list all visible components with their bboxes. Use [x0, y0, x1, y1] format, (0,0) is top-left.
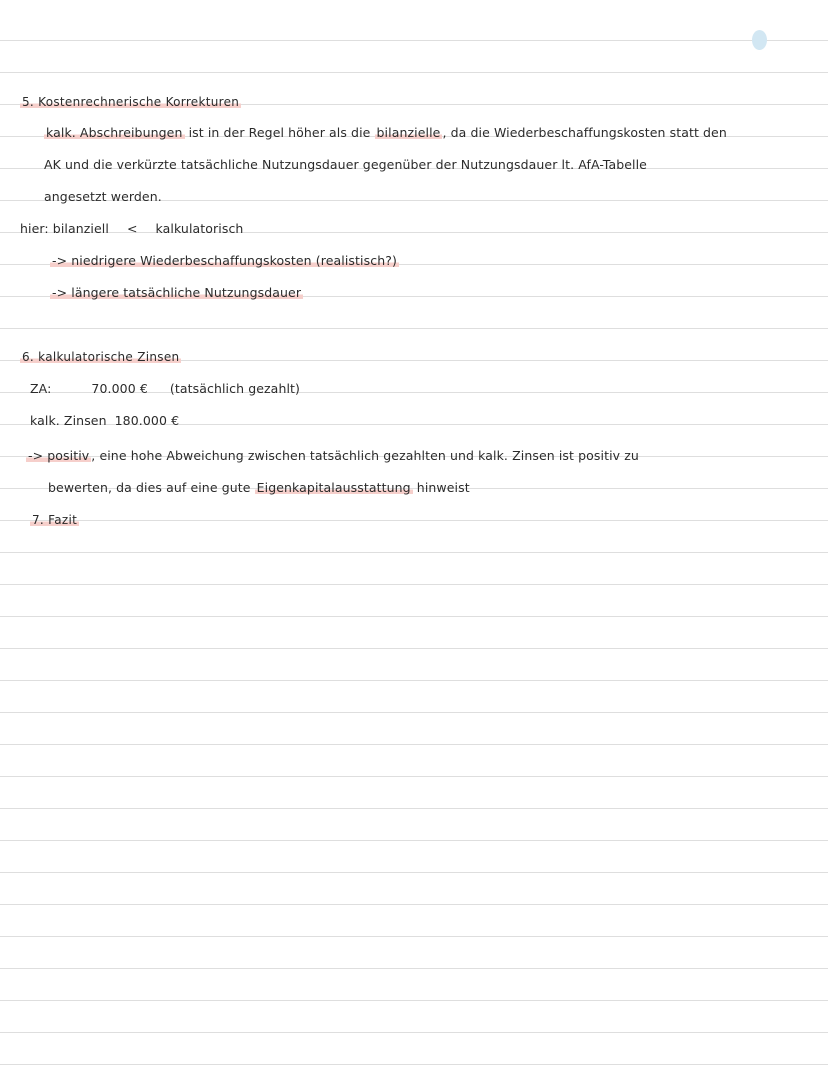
za-label: ZA: [30, 381, 52, 396]
positiv-term: -> positiv [28, 448, 90, 463]
section-5-paragraph-line-3 [44, 189, 162, 205]
kalk-zinsen-value: 180.000 € [114, 413, 180, 428]
compare-operator: < [126, 221, 138, 236]
section-5-paragraph-line-1 [44, 125, 727, 141]
reason-line-1 [50, 253, 399, 269]
section-5-heading [20, 94, 241, 110]
za-line [30, 381, 300, 397]
paragraph-text: , da die Wiederbeschaffungskosten statt den [442, 125, 727, 140]
paragraph-text: ist in der Regel höher als die [184, 125, 375, 140]
evaluation-text: bewerten, da dies auf eine gute [48, 480, 255, 495]
za-value: 70.000 € [91, 381, 148, 396]
reason-2: -> längere tatsächliche Nutzungsdauer [52, 285, 302, 300]
evaluation-text: hinweist [412, 480, 470, 495]
za-note: (tatsächlich gezahlt) [169, 381, 301, 396]
decorative-dot [752, 30, 767, 50]
reason-line-2 [50, 285, 303, 301]
section-6-heading [20, 349, 181, 365]
comparison-line [20, 221, 243, 237]
evaluation-line-1 [26, 448, 639, 464]
bilanzielle-term: bilanzielle [376, 125, 441, 140]
section-7-heading [30, 512, 79, 528]
section-5-title: 5. Kostenrechnerische Korrekturen [22, 95, 240, 109]
compare-right: kalkulatorisch [155, 221, 244, 236]
evaluation-line-2 [48, 480, 470, 496]
kalk-zinsen-line [30, 413, 179, 429]
kalk-zinsen-label: kalk. Zinsen [30, 413, 107, 428]
paragraph-text: AK und die verkürzte tatsächliche Nutzungsdauer gegenüber der Nutzungsdauer lt. AfA-Tabelle [44, 157, 647, 172]
paragraph-text: angesetzt werden. [44, 189, 162, 204]
reason-1: -> niedrigere Wiederbeschaffungskosten (realistisch?) [52, 253, 397, 268]
section-7-title: 7. Fazit [32, 513, 78, 527]
section-6-title: 6. kalkulatorische Zinsen [22, 350, 180, 364]
evaluation-text: , eine hohe Abweichung zwischen tatsächlich gezahlten und kalk. Zinsen ist positiv zu [91, 448, 639, 463]
kalk-abschreibungen-term: kalk. Abschreibungen [46, 125, 183, 140]
compare-left: hier: bilanziell [20, 221, 109, 236]
section-5-paragraph-line-2 [44, 157, 647, 173]
eigenkapital-term: Eigenkapitalausstattung [256, 480, 411, 495]
